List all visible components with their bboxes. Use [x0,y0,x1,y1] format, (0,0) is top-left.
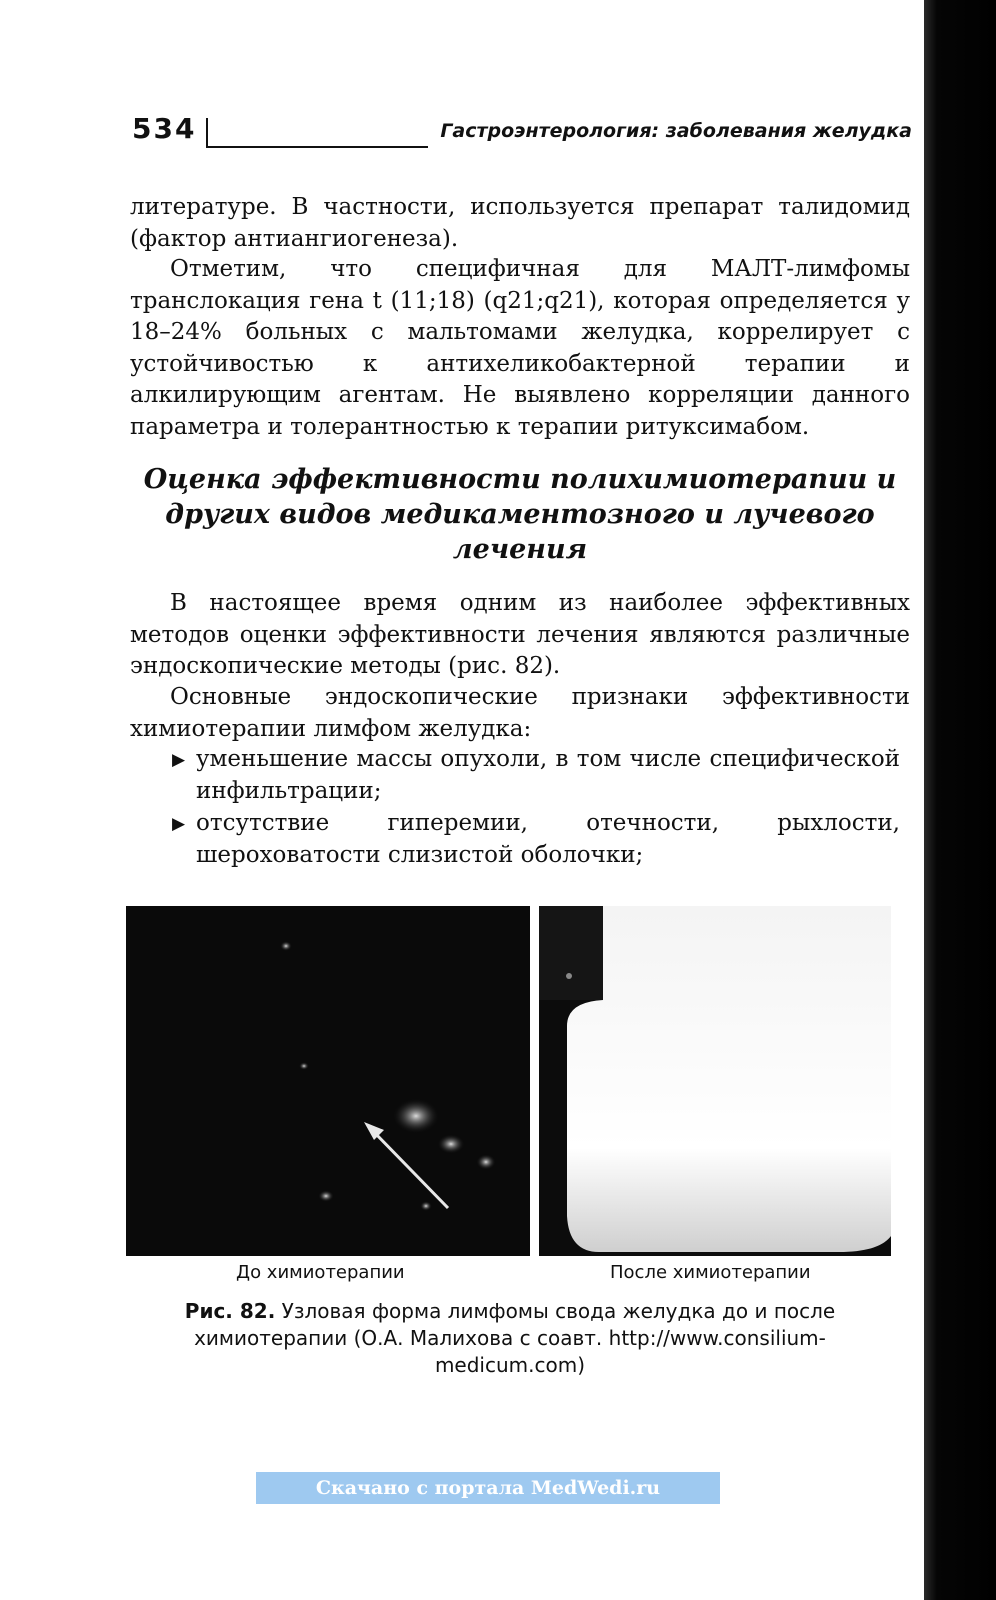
endoscopy-image-before [126,906,530,1256]
endoscopy-before-photo [126,906,530,1256]
paragraph-text: Отметим, что специфичная для МАЛТ-лимфомы транслокация гена t (11;18) (q21;q21), которая определяется у 18–24% больных с мальтомами желудка, коррелирует с устойчивостью к антихеликобактерной терапии и алкилирующим агентам. Не выявлено корреляции данного параметра и толерантностью к терапии ритуксимабом. [130,256,910,440]
figure-caption-text: Узловая форма лимфомы свода желудка до и после химиотерапии (О.А. Малихова с соавт. http://www.consilium-medicum.com) [194,1299,836,1377]
image-label-after: После химиотерапии [610,1262,811,1283]
endoscopy-after-photo [539,906,891,1256]
bullet-arrow-icon: ▶ [172,750,186,770]
list-item [170,808,900,871]
paragraph-2 [130,254,910,443]
bullet-list [170,744,900,872]
paragraph-text: литературе. В частности, используется препарат талидомид (фактор антиангиогенеза). [130,194,910,252]
download-watermark: Скачано с портала MedWedi.ru [256,1472,720,1504]
image-label-before: До химиотерапии [236,1262,405,1283]
page-header [132,112,912,152]
list-item [170,744,900,807]
bullet-arrow-icon: ▶ [172,814,186,834]
list-item-text: отсутствие гиперемии, отечности, рыхлости, шероховатости слизистой оболочки; [196,810,900,868]
paragraph-text: В настоящее время одним из наиболее эффективных методов оценки эффективности лечения являются различные эндоскопические методы (рис. 82). [130,590,910,679]
list-item-text: уменьшение массы опухоли, в том числе специфической инфильтрации; [196,746,900,804]
figure-caption [170,1298,850,1379]
endoscopy-image-after [539,906,891,1256]
paragraph-text: Основные эндоскопические признаки эффективности химиотерапии лимфом желудка: [130,684,910,742]
section-heading: Оценка эффективности полихимиотерапии и других видов медикаментозного и лучевого лечения [143,464,897,565]
running-title: Гастроэнтерология: заболевания желудка [440,120,912,142]
paragraph-3 [130,588,910,683]
figure-number: Рис. 82. [184,1299,276,1323]
page-number: 534 [132,112,197,145]
paragraph-1 [130,192,910,255]
paragraph-4 [130,682,910,745]
header-rule [206,118,428,148]
